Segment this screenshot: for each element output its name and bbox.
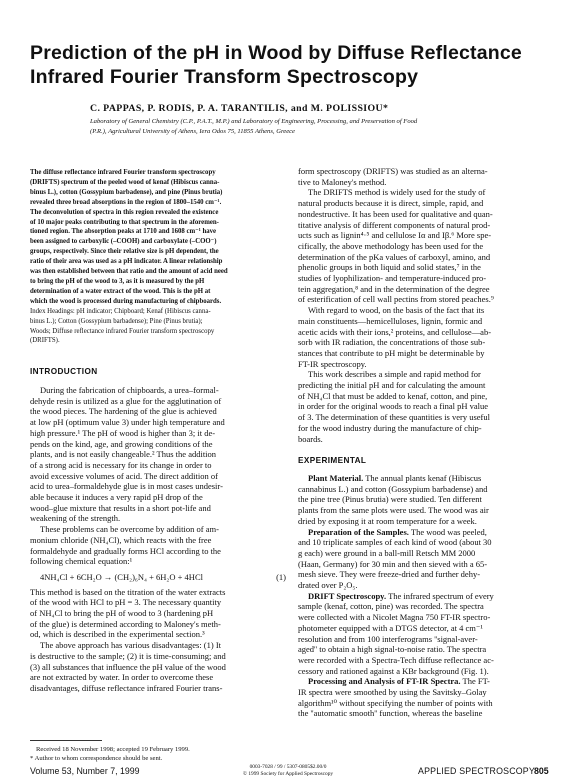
- body-line: in order for the original woods to reach a final pH value: [298, 401, 489, 412]
- runin-heading-processing: Processing and Analysis of FT-IR Spectra.: [308, 676, 461, 687]
- abstract-line: was then established between that ratio and the amount of acid need: [30, 268, 228, 276]
- body-line: of NH₄Cl to bring the pH of wood to 3 (hardening pH: [30, 608, 214, 619]
- body-line: This method is based on the titration of the water extracts: [30, 586, 226, 597]
- abstract-line: which the wood is processed during manufacturing of chipboards.: [30, 297, 222, 305]
- chemical-equation: [30, 572, 286, 583]
- paragraph-first-line: [298, 473, 554, 484]
- body-line: sorb with IR radiation, the concentrations of those sub-: [298, 337, 486, 348]
- body-line: the wood pieces. The hardening of the glue is achieved: [30, 406, 217, 417]
- body-line: The above approach has various disadvantages: (1) It: [40, 640, 222, 651]
- runin-heading-preparation: Preparation of the Samples.: [308, 526, 409, 537]
- body-line: of NH₄Cl that must be added to kenaf, cotton, and pine,: [298, 390, 488, 401]
- body-line: During the fabrication of chipboards, a urea–formal-: [40, 385, 219, 396]
- abstract-line: (DRIFTS) spectrum of the peeled wood of kenaf (Hibiscus canna-: [30, 178, 220, 186]
- article-title: [30, 41, 560, 89]
- body-line: formaldehyde and gradually forms HCl according to the: [30, 545, 221, 556]
- body-line: natural products because it is direct, simple, rapid, and: [298, 198, 484, 209]
- body-line: od, which is described in the experimental section.³: [30, 629, 205, 640]
- body-line: These problems can be overcome by addition of am-: [40, 524, 219, 535]
- body-line: sample (kenaf, cotton, pine) was recorded. The spectra: [298, 601, 484, 612]
- index-line: Index Headings: pH indicator; Chipboard; Kenaf (Hibiscus canna-: [30, 307, 211, 315]
- paragraph-first-line: [298, 676, 554, 687]
- body-line: is destructive to the sample; (2) it is time-consuming; and: [30, 650, 226, 661]
- body-line: form spectroscopy (DRIFTS) was studied as an alterna-: [298, 166, 488, 176]
- abstract-line: revealed three broad absorptions in the region of 1800–1540 cm⁻¹.: [30, 198, 222, 206]
- body-line: were recorded with a Spectra-Tech diffuse reflectance ac-: [298, 654, 494, 665]
- body-line: disadvantages, diffuse reflectance infrared Fourier trans-: [30, 683, 223, 693]
- abstract-line: binus L.), cotton (Gossypium barbadense), and pine (Pinus brutia): [30, 188, 223, 196]
- body-line: algorithm¹⁰ without specifying the number of points with: [298, 697, 493, 708]
- body-line: g each) were ground in a ball-mill Retsch MM 2000: [298, 547, 476, 558]
- right-column: [298, 166, 554, 719]
- body-line: resolution and from 100 interferograms ''signal-aver-: [298, 633, 478, 644]
- abstract-line: been assigned to carboxylic (–COOH) and carboxylate (–COO⁻): [30, 238, 217, 246]
- paragraph-first-line: [298, 591, 554, 602]
- body-line: studies of lyophilization- and temperature-induced pro-: [298, 273, 487, 284]
- equation-text: 4NH₄Cl + 6CH₂O → (CH₂)₆N₄ + 6H₂O + 4HCl: [40, 571, 203, 582]
- body-line: following chemical equation:¹: [30, 556, 133, 567]
- index-headings: [30, 307, 286, 347]
- section-heading-introduction: INTRODUCTION: [30, 367, 98, 377]
- runin-heading-plant-material: Plant Material.: [308, 472, 364, 483]
- footer-society: © 1999 Society for Applied Spectroscopy: [242, 771, 334, 778]
- abstract-line: tioned region. The absorption peaks at 1710 and 1608 cm⁻¹ have: [30, 228, 217, 236]
- abstract-line: The diffuse reflectance infrared Fourier transform spectroscopy: [30, 169, 216, 176]
- body-line: main constituents—hemicelluloses, lignin, formic and: [298, 315, 483, 326]
- body-line: weakening of the strength.: [30, 513, 121, 524]
- body-line: acetic acids with their ions,² proteins, and cellulose—ab-: [298, 326, 492, 337]
- body-text: The infrared spectrum of every: [386, 590, 494, 601]
- body-line: high pressure.¹ The pH of wood is higher than 3; it de-: [30, 427, 216, 438]
- abstract-line: to bring the pH of the wood to 3, as it is measured by the pH: [30, 277, 205, 285]
- footnotes: [30, 745, 286, 763]
- footer-copyright: [218, 764, 358, 779]
- footer-journal-name: APPLIED SPECTROSCOPY: [418, 766, 535, 776]
- body-line: drated over P₂O₅.: [298, 580, 358, 591]
- abstract: [30, 168, 286, 307]
- body-line: nondestructive. It has been used for qualitative and quan-: [298, 208, 493, 219]
- body-line: With regard to wood, on the basis of the fact that its: [308, 305, 485, 316]
- body-line: of 3. The determination of these quantities is very useful: [298, 412, 490, 423]
- body-text: The annual plants kenaf (Hibiscus: [363, 472, 482, 483]
- body-line: (Haan, Germany) for 30 min and then sieved with a 65-: [298, 558, 488, 569]
- affiliation: [90, 117, 562, 137]
- body-line: pends on the kind, age, and growing conditions of the: [30, 438, 213, 449]
- body-line: cessory and rationed against a KBr background (Fig. 1).: [298, 665, 489, 676]
- title-line: Prediction of the pH in Wood by Diffuse Reflectance: [30, 42, 522, 64]
- body-line: able because it induces a very rapid pH drop of the: [30, 492, 203, 503]
- body-text: The FT-: [460, 676, 490, 687]
- footer-volume: Volume 53, Number 7, 1999: [30, 766, 140, 776]
- footnote-correspondence: * Author to whom correspondence should be sent.: [30, 755, 163, 762]
- body-line: wood–glue mixture that results in a short pot-life and: [30, 502, 211, 513]
- body-line: FT-IR spectroscopy.: [298, 358, 367, 369]
- page-number: 805: [534, 766, 549, 776]
- paragraph-first-line: [298, 527, 554, 538]
- body-line: plants from the same plots were used. The wood was air: [298, 505, 489, 516]
- body-line: the ''automatic smooth'' function, whereas the baseline: [298, 708, 483, 719]
- body-line: ucts such as lignin⁴·⁵ and cellulose Iα and Iβ.⁶ More spe-: [298, 230, 492, 241]
- abstract-line: groups, respectively. Since their relative size is pH dependent, the: [30, 248, 219, 256]
- body-line: of a strong acid is necessary for its change in order to: [30, 459, 212, 470]
- body-line: cannabinus L.) and cotton (Gossypium barbadense) and: [298, 483, 488, 494]
- body-line: (3) all substances that influence the pH value of the wood: [30, 661, 226, 672]
- body-line: and 10 triplicate samples of each kind of wood (about 30: [298, 537, 492, 548]
- body-line: This work describes a simple and rapid method for: [308, 369, 481, 380]
- body-line: of the glue) is determined according to Maloney's meth-: [30, 618, 221, 629]
- body-line: acid to urea–formaldehyde glue is in most cases undesir-: [30, 481, 223, 492]
- body-line: mesh sieve. They were freeze-dried and further dehy-: [298, 569, 481, 580]
- body-line: are not extracted by water. In order to overcome these: [30, 672, 214, 683]
- body-line: aged'' to obtain a high signal-to-noise ratio. The spectra: [298, 644, 487, 655]
- author-list: C. PAPPAS, P. RODIS, P. A. TARANTILIS, and M. POLISSIOU*: [90, 103, 389, 114]
- footnote-divider: [30, 740, 102, 741]
- body-line: tive to Maloney's method.: [298, 176, 387, 187]
- body-text: The wood was peeled,: [408, 526, 487, 537]
- footer-issn: 0003-7028 / 99 / 5307-0805$2.00/0: [249, 764, 327, 770]
- body-line: dried by exposing it at room temperature for a week.: [298, 515, 477, 526]
- index-line: (DRIFTS).: [30, 337, 60, 345]
- body-line: cifically, the above methodology has been used for the: [298, 240, 484, 251]
- body-line: plants, and is not easily changeable.² Thus the addition: [30, 449, 217, 460]
- equation-number: (1): [276, 571, 286, 582]
- body-line: avoid excessive volumes of acid. The direct addition of: [30, 470, 218, 481]
- abstract-line: of 10 major peaks contributing to that spectrum in the aforemen-: [30, 218, 219, 226]
- body-line: stances that contribute to pH might be determinable by: [298, 347, 485, 358]
- body-line: determination of the pKa values of carboxyl, amino, and: [298, 251, 491, 262]
- body-line: boards.: [298, 433, 323, 444]
- left-column: [30, 168, 286, 694]
- section-heading-experimental: EXPERIMENTAL: [298, 456, 367, 466]
- body-line: of the wood with HCl to pH = 3. The necessary quantity: [30, 597, 222, 608]
- body-line: at low pH (optimum value 3) under high temperature and: [30, 417, 225, 428]
- body-line: photometer equipped with a DTGS detector, at 4 cm⁻¹: [298, 622, 483, 633]
- body-line: The DRIFTS method is widely used for the study of: [308, 187, 486, 198]
- body-line: tein aggregation,⁸ and in the determination of the degree: [298, 283, 490, 294]
- index-line: Woods; Diffuse reflectance infrared Fourier transform spectroscopy: [30, 327, 215, 335]
- abstract-line: ratio of their area was used as a pH indicator. A linear relationship: [30, 258, 223, 266]
- body-line: monium chloride (NH₄Cl), which reacts with the free: [30, 534, 212, 545]
- abstract-line: determination of a water extract of the wood. This is the pH at: [30, 287, 211, 295]
- index-line: binus L.); Cotton (Gossypium barbadense); Pine (Pinus brutia);: [30, 317, 203, 325]
- body-line: the pine tree (Pinus brutia) were studied. Ten different: [298, 494, 482, 505]
- body-line: for the wood industry during the manufacture of chip-: [298, 422, 482, 433]
- body-line: were collected with a Nicolet Magna 750 FT-IR spectro-: [298, 612, 491, 623]
- abstract-line: The deconvolution of spectra in this region revealed the existence: [30, 208, 219, 216]
- intro-text: [30, 385, 286, 694]
- body-line: dehyde resin is utilized as a glue for the agglutination of: [30, 395, 222, 406]
- footnote-received: Received 18 November 1998; accepted 19 February 1999.: [36, 746, 190, 753]
- title-line: Infrared Fourier Transform Spectroscopy: [30, 66, 419, 88]
- body-line: titative analysis of different components of natural prod-: [298, 219, 491, 230]
- body-line: IR spectra were smoothed by using the Savitsky–Golay: [298, 687, 487, 698]
- body-line: of esterification of cell wall pectins from stored peaches.⁹: [298, 294, 494, 305]
- runin-heading-drift: DRIFT Spectroscopy.: [308, 590, 387, 601]
- body-line: predicting the initial pH and for calculating the amount: [298, 380, 486, 391]
- body-line: phenolic groups in both liquid and solid states,⁷ in the: [298, 262, 481, 273]
- affiliation-line: (P.R.), Agricultural University of Athens, Iera Odos 75, 11855 Athens, Greece: [90, 128, 295, 136]
- affiliation-line: Laboratory of General Chemistry (C.P., P.A.T., M.P.) and Laboratory of Engineering, Processing, and Preservation of Food: [90, 118, 418, 125]
